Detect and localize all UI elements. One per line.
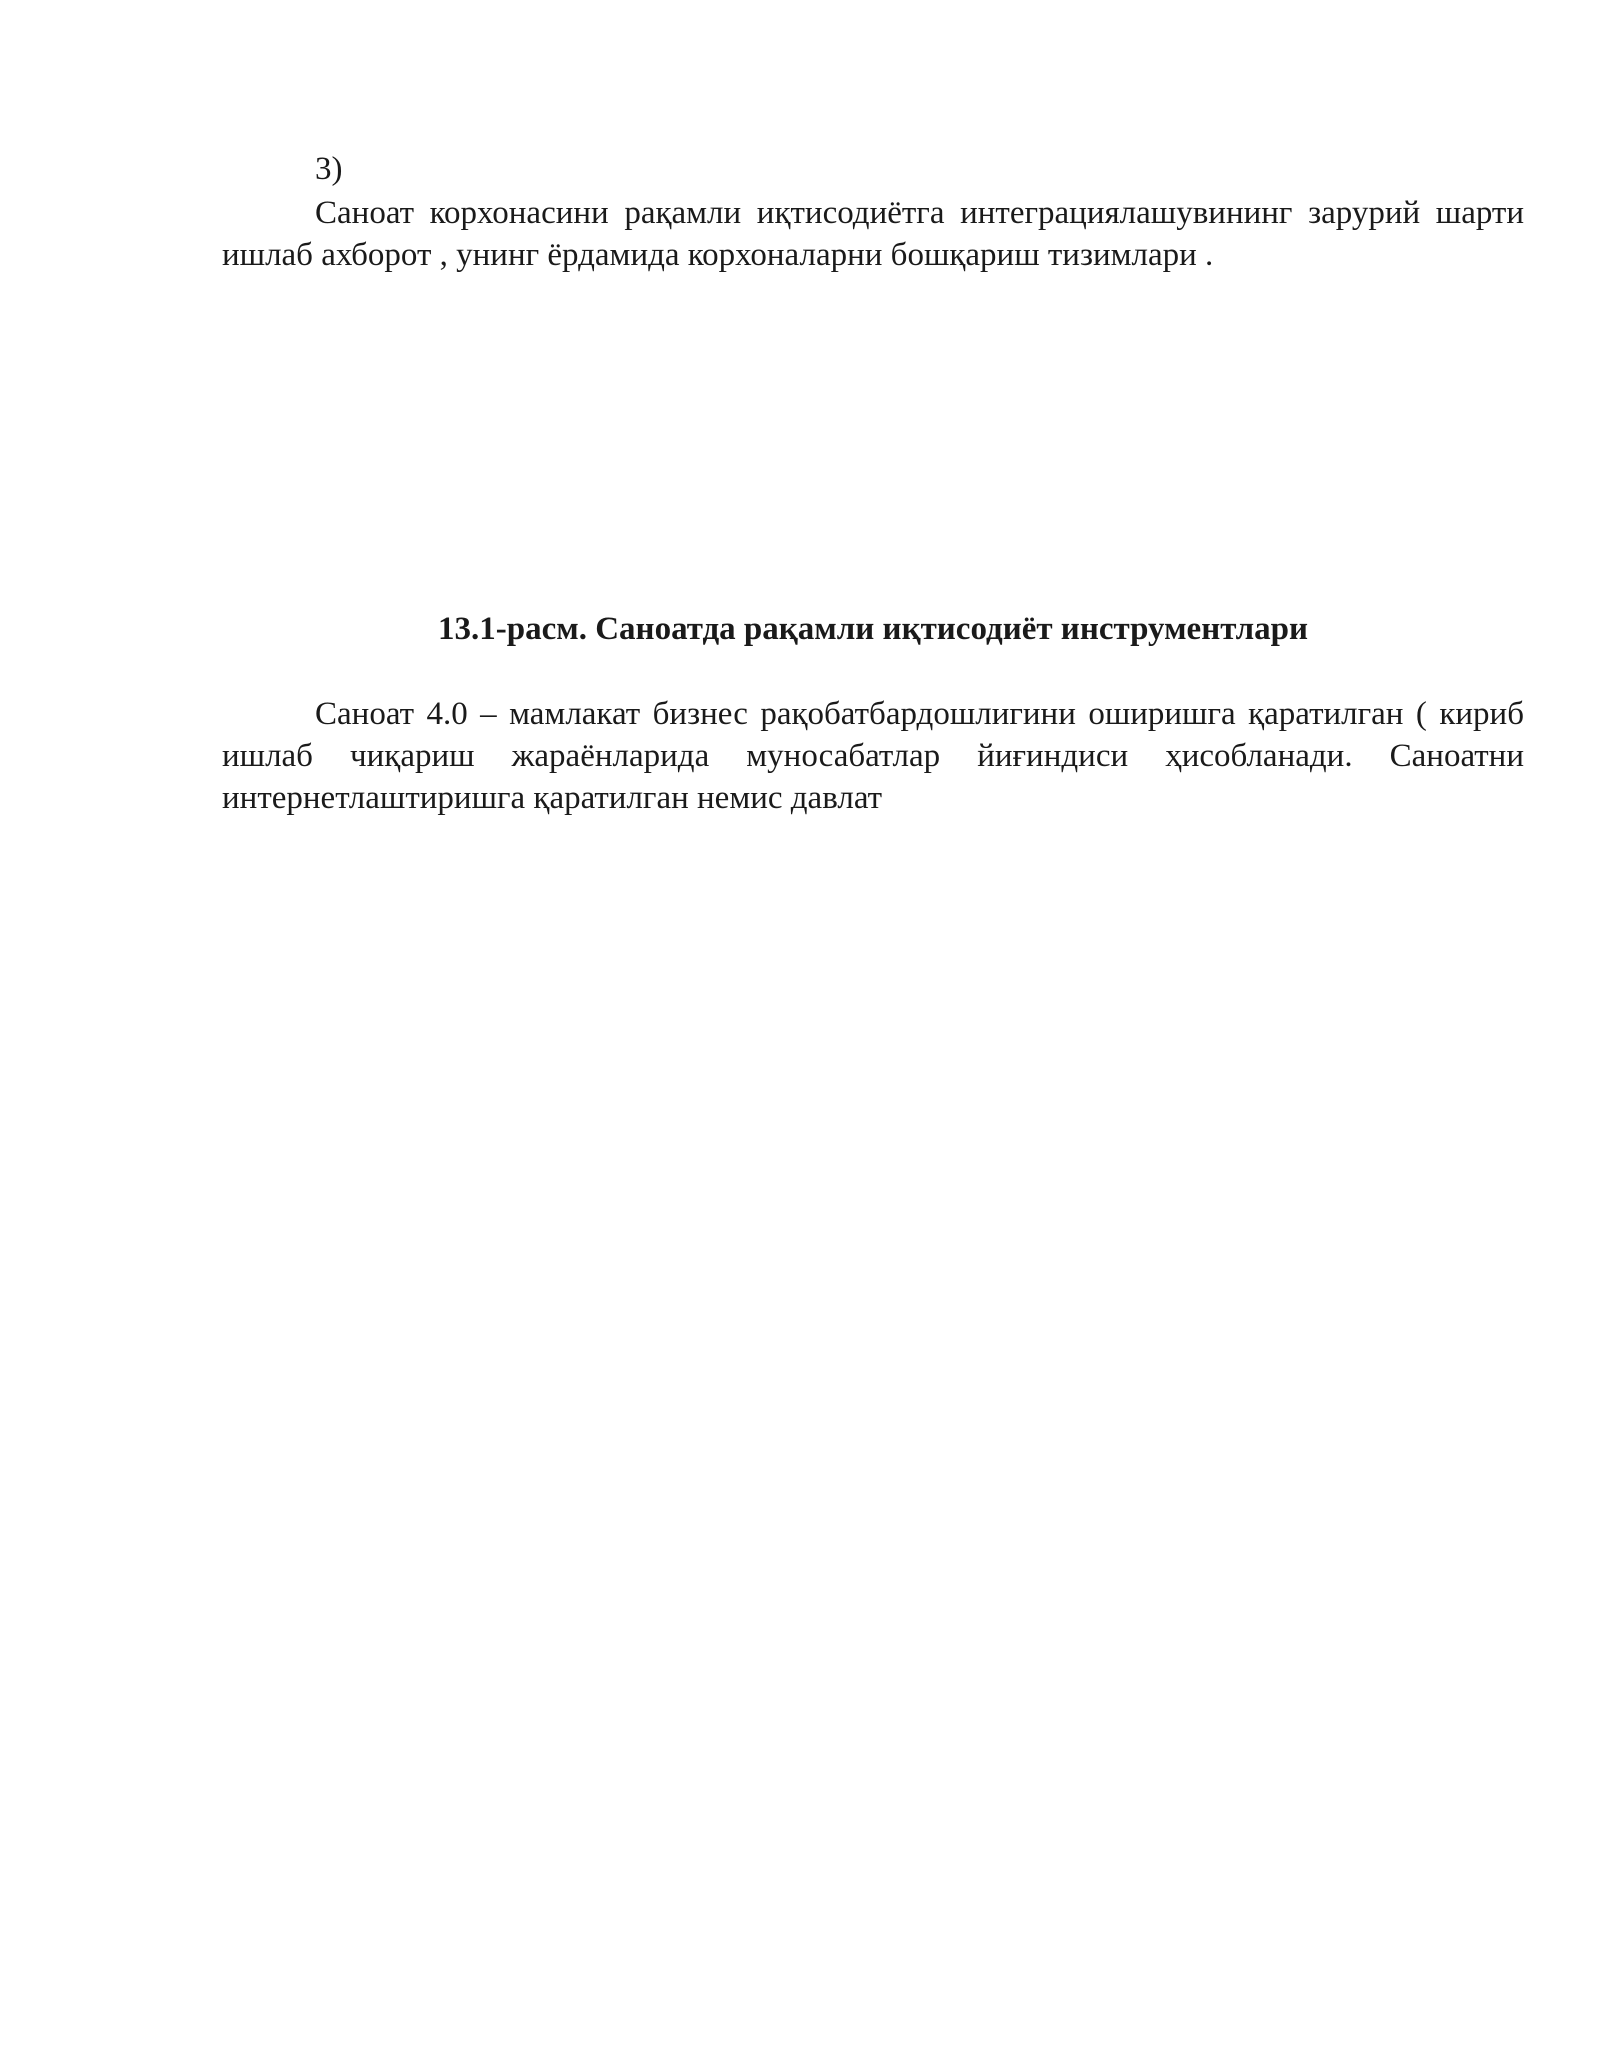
list-item-number: 3) [315,151,343,187]
body-paragraph: Саноат корхонасини рақамли иқтисодиётга интеграциялашувининг зарурий шарти ишлаб ахборот , унинг ёрдамида корхоналарни бошқариш тизимлари . [222,195,1524,273]
figure-caption: 13.1-расм. Саноатда рақамли иқтисодиёт инструментлари [438,611,1308,647]
body-paragraph: Саноат 4.0 – мамлакат бизнес рақобатбардошлигини оширишга қаратилган ( кириб ишлаб чиқариш жараёнларида муносабатлар йиғиндиси ҳисобланади. Саноатни интернетлаштиришга қаратилган немис давлат [222,696,1524,816]
